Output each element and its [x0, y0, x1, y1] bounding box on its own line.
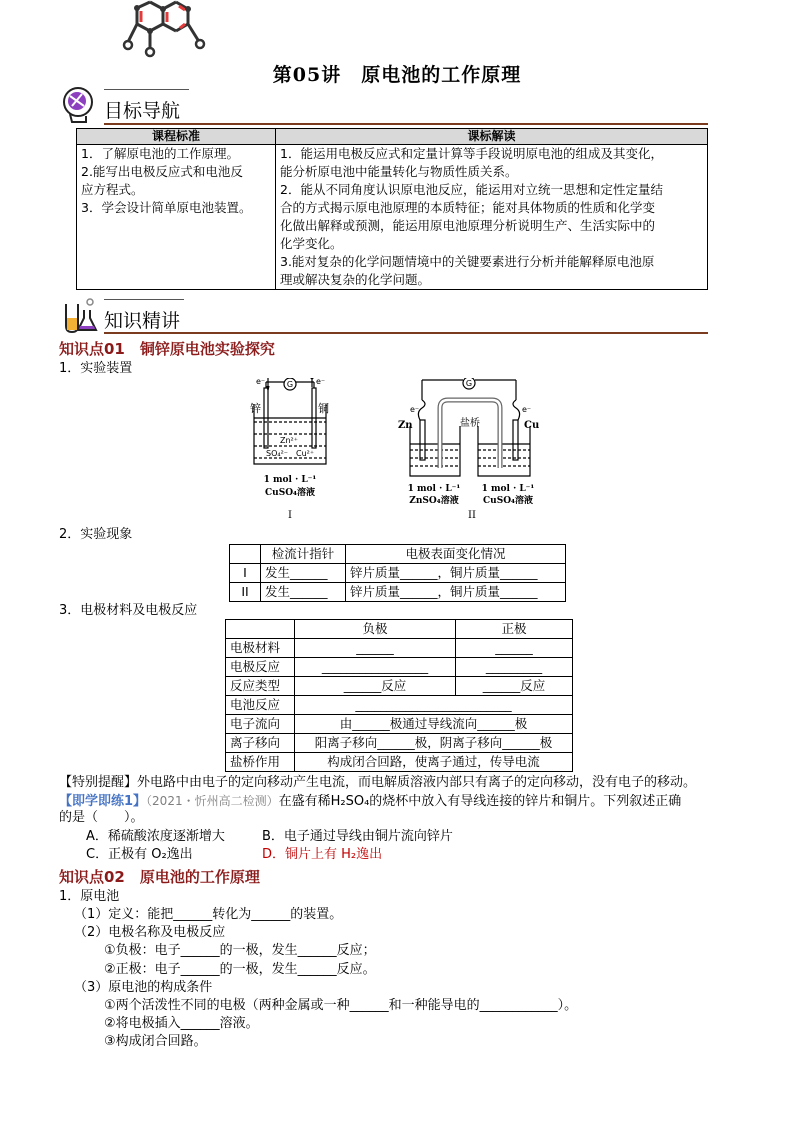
elec-cell: 由______极通过导线流向______极 [295, 715, 573, 734]
practice-question-end: 的是（ ）。 [59, 810, 144, 825]
kp1-item2: 2．实验现象 [59, 527, 133, 542]
special-note-text: 外电路中由电子的定向移动产生电流，而电解质溶液内部只有离子的定向移动，没有电子的移动。 [137, 775, 697, 790]
std-left-line: 2.能写出电极反应式和电池反 [81, 164, 243, 179]
fig2-electron-right: e⁻ [522, 405, 532, 414]
fig1-zn-ion: Zn²⁺ [280, 436, 298, 445]
std-right-line: 3.能对复杂的化学问题情境中的关键要素进行分析并能解释原电池原 [280, 254, 655, 269]
target-head-icon [60, 86, 96, 124]
elec-cell: _________________ [295, 658, 456, 677]
std-header-right: 课标解读 [276, 129, 708, 145]
fig1-label: I [288, 510, 292, 521]
section1-header [60, 86, 708, 126]
fig1-concentration: 1 mol · L⁻¹ [263, 475, 317, 485]
fig2-label: II [468, 510, 476, 521]
phenomena-table [229, 544, 566, 602]
kp2-line2: （1）定义：能把______转化为______的装置。 [74, 907, 343, 922]
fig2-electron-left: e⁻ [410, 405, 420, 414]
kp1-item1: 1．实验装置 [59, 361, 133, 376]
fig2-solution-right: CuSO₄溶液 [483, 496, 533, 506]
fig1-copper-label: 铜 [318, 402, 329, 415]
fig2-concentration-right: 1 mol · L⁻¹ [481, 484, 535, 494]
fig2-salt-bridge: 盐桥 [460, 418, 480, 429]
section2-divider [104, 332, 708, 334]
fig2-galvanometer: G [465, 379, 473, 388]
elec-header-negative: 负极 [295, 620, 456, 639]
practice-source: （2021・忻州高二检测） [146, 794, 279, 808]
std-right-line: 能分析原电池中能量转化与物质性质关系。 [280, 164, 518, 179]
kp2-line4: ①负极：电子______的一极，发生______反应； [104, 943, 376, 958]
figure-cell-2 [396, 378, 542, 524]
fig1-electron-right: e⁻ [316, 378, 326, 386]
elec-header-blank [226, 620, 295, 639]
elec-row-label: 电子流向 [226, 715, 295, 734]
fig2-cu-label: Cu [524, 420, 540, 431]
electrode-table [225, 619, 573, 772]
elec-header-positive: 正极 [456, 620, 573, 639]
kp1-title: 知识点01 铜锌原电池实验探究 [59, 340, 275, 358]
phen-row-label: I [230, 564, 261, 583]
kp1-item3: 3．电极材料及电极反应 [59, 603, 198, 618]
std-right-line: 合的方式揭示原电池原理的本质特征；能对具体物质的性质和化学变 [280, 200, 656, 215]
std-right-cell [276, 145, 708, 290]
elec-cell: ______反应 [295, 677, 456, 696]
elec-cell: _________________________ [295, 696, 573, 715]
section2-heading: 知识精讲 [104, 310, 181, 332]
std-left-line: 3．学会设计简单原电池装置。 [81, 200, 252, 215]
practice-tag: 【即学即练1】 [59, 794, 147, 809]
fig1-zinc-label: 锌 [250, 402, 261, 415]
std-right-line: 化学变化。 [280, 236, 343, 251]
section1-divider [104, 123, 708, 125]
std-left-line: 1．了解原电池的工作原理。 [81, 146, 239, 161]
phen-row-label: II [230, 583, 261, 602]
special-note-tag: 【特别提醒】 [59, 775, 138, 790]
option-a[interactable]: A．稀硫酸浓度逐渐增大 [86, 829, 225, 844]
phen-cell: 锌片质量______，铜片质量______ [346, 583, 566, 602]
elec-cell: 阳离子移向______极，阴离子移向______极 [295, 734, 573, 753]
fig1-cu-ion: Cu²⁺ [296, 449, 315, 458]
practice-text: 在盛有稀H₂SO₄的烧杯中放入有导线连接的锌片和铜片。下列叙述正确 [278, 794, 682, 809]
kp2-line6: （3）原电池的构成条件 [74, 980, 213, 995]
option-c[interactable]: C．正极有 O₂逸出 [86, 847, 193, 862]
std-right-line: 理或解决复杂的化学问题。 [280, 272, 431, 287]
kp2-line1: 1．原电池 [59, 889, 120, 904]
practice-question [59, 792, 681, 811]
elec-row-label: 反应类型 [226, 677, 295, 696]
kp2-line7: ①两个活泼性不同的电极（两种金属或一种______和一种能导电的____________）。 [104, 998, 578, 1013]
std-header-left: 课程标准 [77, 129, 276, 145]
phen-header-blank [230, 545, 261, 564]
phen-cell: 发生______ [261, 564, 346, 583]
kp2-line8: ②将电极插入______溶液。 [104, 1016, 259, 1031]
fig1-electron-left: e⁻ [256, 378, 266, 386]
section1-heading: 目标导航 [104, 100, 181, 122]
fig1-solution: CuSO₄溶液 [265, 488, 315, 498]
elec-cell: 构成闭合回路，使离子通过，传导电流 [295, 753, 573, 772]
kp2-line5: ②正极：电子______的一极，发生______反应。 [104, 962, 376, 977]
figure-cell-1 [248, 378, 332, 524]
elec-row-label: 盐桥作用 [226, 753, 295, 772]
section2-header [60, 296, 708, 336]
page-title: 第05讲 原电池的工作原理 [272, 64, 522, 86]
option-b[interactable]: B．电子通过导线由铜片流向锌片 [262, 829, 453, 844]
fig1-galvanometer: G [286, 380, 294, 389]
kp2-title: 知识点02 原电池的工作原理 [59, 868, 260, 886]
phen-cell: 发生______ [261, 583, 346, 602]
flask-icon [60, 296, 98, 334]
std-right-line: 化做出解释或预测，能运用原电池原理分析说明生产、生活实际中的 [280, 218, 656, 233]
standards-table [76, 128, 708, 290]
elec-row-label: 离子移向 [226, 734, 295, 753]
std-left-cell [77, 145, 276, 290]
molecule-logo [120, 0, 210, 60]
elec-cell: ______反应 [456, 677, 573, 696]
fig2-zn-label: Zn [398, 420, 413, 431]
option-d[interactable]: D．铜片上有 H₂逸出 [262, 847, 383, 862]
fig2-concentration-left: 1 mol · L⁻¹ [407, 484, 461, 494]
elec-cell: ______ [456, 639, 573, 658]
kp2-line9: ③构成闭合回路。 [104, 1034, 207, 1049]
phen-header-electrode: 电极表面变化情况 [346, 545, 566, 564]
phen-cell: 锌片质量______，铜片质量______ [346, 564, 566, 583]
elec-row-label: 电极反应 [226, 658, 295, 677]
std-right-line: 1．能运用电极反应式和定量计算等手段说明原电池的组成及其变化， [280, 146, 663, 161]
elec-cell: _________ [456, 658, 573, 677]
special-note [59, 774, 696, 792]
elec-row-label: 电池反应 [226, 696, 295, 715]
elec-cell: ______ [295, 639, 456, 658]
fig1-so4-ion: SO₄²⁻ [266, 449, 289, 458]
std-left-line: 应方程式。 [81, 182, 144, 197]
std-right-line: 2．能从不同角度认识原电池反应，能运用对立统一思想和定性定量结 [280, 182, 663, 197]
kp2-line3: （2）电极名称及电极反应 [74, 925, 226, 940]
fig2-solution-left: ZnSO₄溶液 [409, 496, 459, 506]
elec-row-label: 电极材料 [226, 639, 295, 658]
phen-header-galvanometer: 检流计指针 [261, 545, 346, 564]
